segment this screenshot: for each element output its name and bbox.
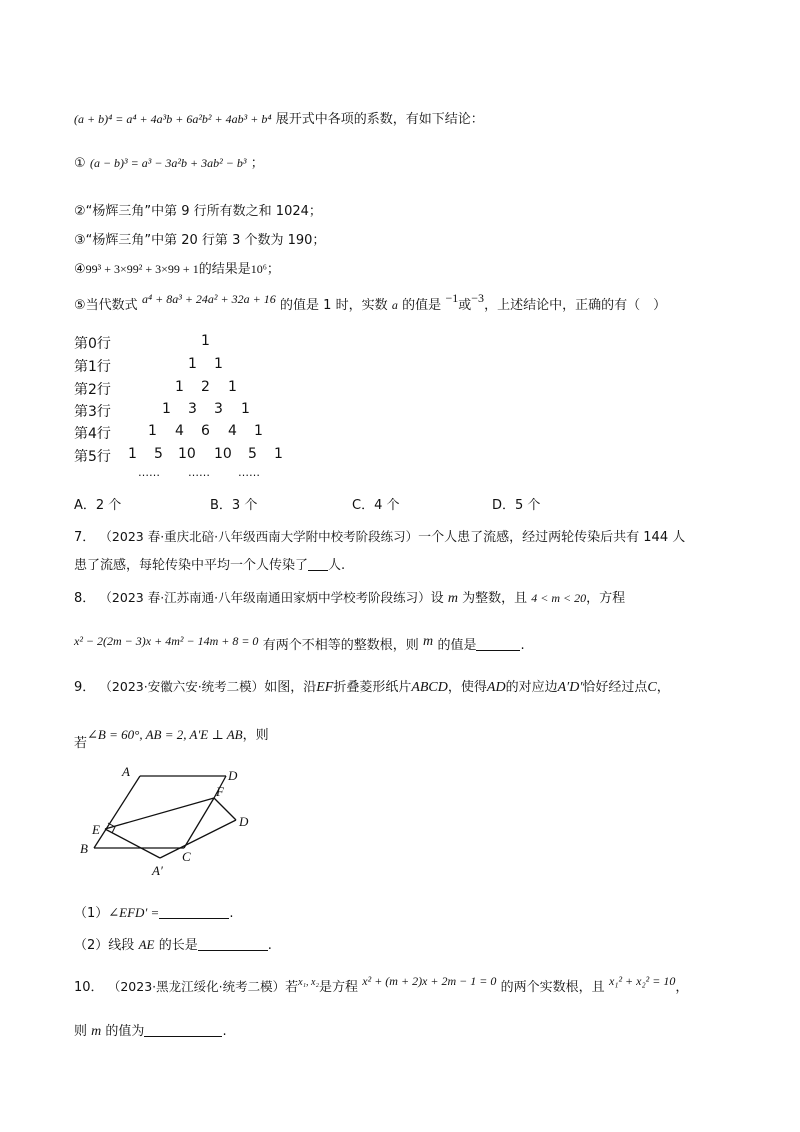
question-text: . (267, 938, 272, 953)
segment-a-d-prime: A′D′ (557, 680, 583, 695)
triangle-number: 1 (148, 423, 157, 439)
conclusion-text: 当代数式 (85, 298, 138, 313)
question-10-line-1 (74, 976, 688, 995)
option-text: 4 个 (374, 498, 400, 513)
label-a-prime: A′ (152, 863, 163, 878)
label-d-prime: D (239, 814, 249, 829)
question-text: 如图，沿 (264, 680, 317, 695)
conclusion-text: 的结果是 (198, 262, 251, 277)
option-letter: C． (352, 498, 375, 513)
question-text: 的值为 (105, 1024, 145, 1039)
label-d: D (228, 768, 238, 783)
question-9-line-1 (74, 676, 670, 696)
conclusion-2 (74, 200, 322, 219)
ellipsis: …… (238, 466, 260, 479)
conclusion-text: ，上述结论中，正确的有（ ） (484, 298, 667, 313)
ellipsis: …… (138, 466, 160, 479)
question-8-line-1 (74, 587, 625, 607)
conclusion-text: “杨辉三角”中第 20 行第 3 个数为 190； (85, 233, 326, 248)
triangle-number: 3 (214, 401, 223, 417)
question-text: ，方程 (586, 591, 626, 606)
question-text: . (229, 906, 234, 921)
triangle-number: 1 (128, 446, 137, 462)
question-text: 人. (328, 558, 346, 573)
conclusion-3 (74, 229, 325, 248)
question-text: 若 (285, 980, 299, 995)
point-c: C (647, 680, 657, 695)
question-text: ， (656, 680, 670, 695)
triangle-number: 1 (175, 379, 184, 395)
answer-blank[interactable] (159, 906, 229, 919)
triangle-number: 1 (201, 333, 210, 349)
variable-m: m (91, 1024, 102, 1039)
row-label: 第4行 (74, 426, 111, 442)
conclusion-text: “杨辉三角”中第 9 行所有数之和 1024； (85, 204, 322, 219)
conclusion-formula: a⁴ + 8a³ + 24a² + 32a + 16 (141, 292, 276, 306)
segment-ef: EF (316, 680, 334, 695)
option-a[interactable] (74, 494, 121, 513)
conclusion-4 (74, 258, 280, 277)
conclusion-formula: (a − b)³ = a³ − 3a²b + 3ab² − b³ (89, 156, 247, 170)
edge-fd-prime (214, 798, 236, 820)
option-text: 3 个 (231, 498, 258, 513)
value-1: −1 (445, 291, 459, 305)
condition: ∠B = 60°, AB = 2, A′E ⊥ AB (87, 727, 243, 742)
label-e: E (92, 822, 100, 837)
sub-question-number: （1） (74, 906, 109, 921)
question-10-line-2 (74, 1020, 227, 1040)
question-text: ，使得 (447, 680, 487, 695)
question-source: （2023·安徽六安·统考二模） (99, 679, 265, 694)
answer-blank[interactable] (144, 1024, 222, 1037)
option-text: 5 个 (515, 498, 541, 513)
triangle-number: 10 (178, 446, 196, 462)
label-b: B (80, 841, 88, 856)
question-text: 折叠菱形纸片 (333, 680, 412, 695)
option-letter: B． (210, 498, 232, 513)
question-text: 设 (430, 591, 444, 606)
conclusion-1 (74, 152, 264, 171)
label-f: F (216, 784, 224, 799)
question-8-line-2 (74, 634, 525, 654)
option-c[interactable] (352, 494, 399, 513)
variable-m: m (447, 591, 458, 606)
triangle-number: 1 (214, 356, 223, 372)
condition: x₁² + x₂² = 10 (608, 974, 676, 988)
question-9-sub-2 (74, 934, 272, 953)
row-label: 第5行 (74, 449, 111, 465)
question-text: ，则 (242, 728, 269, 743)
question-source: （2023·黑龙江绥化·统考二模） (107, 979, 286, 994)
edge-ab (94, 776, 140, 848)
intro-formula: (a + b)⁴ = a⁴ + 4a³b + 6a²b² + 4ab³ + b⁴ (74, 112, 272, 126)
question-text: 的两个实数根，且 (500, 980, 605, 995)
question-text: . (222, 1024, 227, 1039)
question-text: 为整数，且 (462, 591, 528, 606)
row-label: 第1行 (74, 359, 111, 375)
answer-blank[interactable] (198, 938, 268, 951)
triangle-number: 1 (188, 356, 197, 372)
conclusion-mark: ④ (74, 262, 86, 277)
triangle-number: 1 (228, 379, 237, 395)
option-text: 2 个 (95, 498, 122, 513)
question-text: 恰好经过点 (582, 680, 648, 695)
segment-ae: AE (138, 937, 155, 952)
question-source: （2023 春·重庆北碚·八年级西南大学附中校考阶段练习） (99, 529, 419, 544)
rhombus-abcd: ABCD (411, 680, 448, 695)
row-label: 第0行 (74, 336, 111, 352)
triangle-number: 6 (201, 423, 210, 439)
question-text: . (520, 638, 525, 653)
question-number: 8． (74, 591, 96, 606)
label-c: C (182, 849, 191, 864)
option-letter: A． (74, 498, 96, 513)
fold-figure (60, 760, 270, 890)
edge-ea-prime (105, 829, 160, 858)
ellipsis: …… (188, 466, 210, 479)
question-text: 一个人患了流感，经过两轮传染后共有 144 人 (418, 530, 686, 545)
question-text: 则 (74, 1024, 88, 1039)
question-text: 若 (74, 736, 88, 751)
question-text: 患了流感，每轮传染中平均一个人传染了 (74, 558, 309, 573)
triangle-number: 3 (188, 401, 197, 417)
conclusion-mark: ⑤ (74, 298, 86, 313)
question-text: 的对应边 (505, 680, 558, 695)
question-source: （2023 春·江苏南通·八年级南通田家炳中学校考阶段练习） (99, 590, 431, 605)
option-letter: D． (492, 498, 516, 513)
conclusion-mark: ① (74, 156, 86, 171)
triangle-number: 4 (175, 423, 184, 439)
row-label: 第3行 (74, 404, 111, 420)
question-7-line-1 (74, 526, 685, 545)
conclusion-5 (74, 291, 667, 313)
answer-blank[interactable] (476, 638, 520, 651)
question-9-sub-1 (74, 902, 233, 921)
segment-ad: AD (486, 680, 506, 695)
question-text: 是方程 (318, 980, 358, 995)
condition: 4 < m < 20 (531, 591, 587, 605)
angle-efd-prime: ∠EFD′ = (108, 905, 160, 920)
equation: x² + (m + 2)x + 2m − 1 = 0 (362, 974, 497, 988)
value-2: −3 (471, 291, 485, 305)
roots: x₁, x₂ (298, 977, 319, 988)
conclusion-text: 的值是 (402, 298, 442, 313)
intro-line (74, 108, 484, 127)
equation: x² − 2(2m − 3)x + 4m² − 14m + 8 = 0 (74, 634, 259, 648)
label-a: A (122, 764, 130, 779)
question-text: 有两个不相等的整数根，则 (262, 638, 419, 653)
or-text: 或 (458, 298, 472, 313)
question-text: ， (675, 980, 689, 995)
answer-blank[interactable] (308, 558, 328, 571)
option-d[interactable] (492, 494, 540, 513)
triangle-number: 1 (274, 446, 283, 462)
conclusion-mark: ② (74, 204, 86, 219)
option-b[interactable] (210, 494, 257, 513)
question-text: 的值是 (437, 638, 477, 653)
variable-a: a (391, 298, 398, 312)
question-number: 7． (74, 530, 96, 545)
triangle-number: 10 (214, 446, 232, 462)
conclusion-tail: ； (266, 262, 280, 277)
triangle-number: 4 (228, 423, 237, 439)
triangle-number: 1 (254, 423, 263, 439)
triangle-number: 1 (241, 401, 250, 417)
question-9-line-2 (74, 724, 269, 751)
row-label: 第2行 (74, 382, 111, 398)
triangle-number: 5 (154, 446, 163, 462)
triangle-number: 5 (248, 446, 257, 462)
intro-text: 展开式中各项的系数，有如下结论： (275, 112, 484, 127)
variable-m: m (423, 634, 434, 649)
triangle-number: 2 (201, 379, 210, 395)
sub-question-number: （2）线段 (74, 938, 135, 953)
conclusion-text: 的值是 1 时，实数 (280, 298, 388, 313)
conclusion-formula: 99³ + 3×99² + 3×99 + 1 (85, 262, 199, 276)
question-text: 的长是 (158, 938, 198, 953)
question-number: 9． (74, 680, 96, 695)
conclusion-result: 10⁶ (250, 262, 267, 276)
triangle-number: 1 (162, 401, 171, 417)
conclusion-tail: ； (250, 156, 264, 171)
question-number: 10． (74, 980, 104, 995)
conclusion-mark: ③ (74, 233, 86, 248)
question-7-line-2 (74, 554, 345, 573)
